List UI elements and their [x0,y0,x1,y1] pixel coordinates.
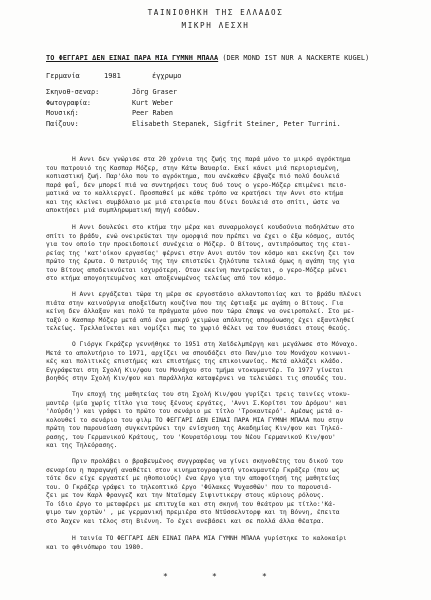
credit-label: Σκηνοθ-σεναρ: [46,88,100,96]
credit-value: Peer Raben [132,109,173,117]
text-line: ρείας της 'κατ'οίκον εργασίας' φέρνει στην Αννι αυτόν τον κόσμο και εκείνη ζει τον [46,249,355,257]
text-line: σεναρίου η παραγωγή αναθέτει στον κινηματογραφιστή ντοκυμαντέρ Γκράζερ (που ως [46,466,340,474]
body-paragraph-4 [46,341,391,384]
institution-subname: ΜΙΚΡΗ ΛΕΣΧΗ [181,21,250,30]
text-line: ματικά να το καλλιεργεί. Προσπαθεί με κάθε τρόπο να κρατήσει την Αννι στο κτήμα [46,190,344,198]
credit-value: Kurt Weber [132,98,173,107]
text-line: Εγγράφεται στη Σχολή Κιν/φου του Μονάχου στο τμήμα ντοκυμαντέρ. Το 1977 γίνεται [46,366,344,374]
institution-name: ΤΑΙΝΙΟΘΗΚΗ ΤΗΣ ΕΛΛΑΔΟΣ [147,8,284,17]
film-country: Γερμανία [46,72,80,80]
body-paragraph-3 [46,291,391,334]
credit-row-cast [46,119,341,130]
credit-row-music [46,108,341,119]
text-line: 'Λούρδη') και γράφει το πρώτο του σενάριο με τίτλο 'Τροκαντερό'. Αμέσως μετά α- [46,408,344,416]
credit-label: Φωτογραφία: [46,98,92,107]
body-paragraph-2 [46,224,391,284]
text-line: τελείως. Τρελλαίνεται και νομίζει πως το χωριό θέλει να τον θυσιάσει στους θεούς. [46,325,351,333]
text-line: Το ίδιο έργο το μεταφέρει με επιτυχία και στη σκηνή του θεάτρου με τίτλο:'Κά- [46,500,336,508]
film-title-german: (DER MOND IST NUR A NACKERTE KUGEL) [222,54,370,62]
text-line: Την εποχή της μαθητείας του στη Σχολή Κιν/φου γυρίζει τρεις ταινίες ντοκυ- [72,391,351,398]
credit-row-photography [46,98,341,109]
text-line: κολουθεί το σενάριο του φιλμ ΤΟ ΦΕΓΓΑΡΙ ΔΕΝ ΕΙΝΑΙ ΠΑΡΑ ΜΙΑ ΓΥΜΝΗ ΜΠΑΛΑ που στην [46,416,344,424]
text-line: Η Αννι δεν γνώρισε στα 20 χρόνια της ζωής της παρά μόνο το μικρό αγρόκτημα [72,156,351,163]
star-mark: * [262,572,267,581]
text-line: ψιμο των χορτών' , με γερμανική πρεμιέρα στο Ντύσσελντορφ και τη Βόννη, έπειτα [46,509,340,517]
text-line: Ο Γιόργκ Γκράζερ γεννήθηκε το 1951 στη Χαϊδελμπέργη και μεγάλωσε στο Μόναχο. [72,341,358,348]
text-line: αποκτήσει μιά συμπληρωματική πηγή εσόδων. [46,207,201,215]
text-line: πρώτο της έρωτα. Ο πατρυιός της την επιστεύει ζηλότυπα τελικά όμως η αγάπη της για [46,258,355,266]
star-mark: * [212,572,217,581]
text-line: πιάτα στην καινούργια αποξεϊδωτη κουζίνα που της έφτιαξε με αγάπη ο Βίτους. Για [46,299,344,307]
text-line: και το φθινόπωρο του 1980. [46,543,144,551]
star-mark: * [163,572,168,581]
text-line: τότε δεν είχε εργαστεί με ηθοποιούς) ένα έργο για την αποφοίτησή της μαθητείας [46,475,340,483]
text-line: στο κτήμα απογοητευμένος και αποξενωμένος τελείως από τον κόσμο. [46,275,287,283]
text-line: παρά φαΐ, δεν μπορεί πιά να συντηρήσει τους δυό τους ο γερο-Μόζερ επιμένει πεισ- [46,181,348,189]
text-line: ζει με τον Καρλ Φρανγεζ και την Νταϊσμεγ Σιφιντικεργ στους κύριους ρόλους. [46,492,325,500]
body-paragraph-6 [46,458,391,526]
text-line: τον Βίτους αποδεικνύεται ισχυρότερη. Οταν εκείνη παντρεύεται, ο γερο-Μόζερ μένει [46,266,348,274]
text-line: Η Αννι δουλεύει στο κτήμα την μέρα και συναρμολογεί κουδούνια ποδηλάτων στο [72,224,355,231]
text-line: κοπιαστική ζωή. Παρ'όλο που το αγρόκτημα, που ανέκαθεν έβγαζε πιό πολύ δουλειά [46,173,340,181]
body-paragraph-5 [46,391,391,451]
text-line: βοηθός στην Σχολή Κιν/φου και παράλληλα καταφέρνει να τελειώσει τις σπουδές του. [46,375,348,383]
film-meta [46,72,182,80]
film-title-greek: ΤΟ ΦΕΓΓΑΡΙ ΔΕΝ ΕΙΝΑΙ ΠΑΡΑ ΜΙΑ ΓΥΜΝΗ ΜΠΑΛΑ [46,54,219,62]
text-line: και της Τηλεόρασης. [46,442,118,450]
text-line: μαντέρ (μία χωρίς τίτλο για τους ξένους εργάτες, 'Αννι Σ.Κορίτσι του Δρόμου' και [46,399,348,407]
text-line: ρασης, του Γερμανικού Κράτους, του 'Κουρατόριουμ του Νέου Γερμανικού Κιν/φου' [46,433,336,441]
text-line: Η Αννι εργάζεται τώρα τη μέρα σε εργοστάσιο αλλαντοποιίας και το βράδυ πλένει [72,291,362,298]
text-line: του πατρουιό της Κασπαρ Μόζερ, στην Κάτω Βαυαρία. Εκεί κάνει μιά περιορισμένη, [46,164,340,172]
text-line: κείνη δεν άλλαξαν και πολύ τα πράγματα μόνο που τώρα έπαψε να ονειροπολεί. Στο με- [46,308,355,316]
credits-list [46,87,341,129]
credit-label: Μουσική: [46,109,79,117]
credit-value: Elisabeth Stepanek, Sigfrit Steiner, Peter Turrini. [132,119,341,128]
credit-label: Παίζουν: [46,119,79,128]
text-line: Η ταινία ΤΟ ΦΕΓΓΑΡΙ ΔΕΝ ΕΙΝΑΙ ΠΑΡΑ ΜΙΑ ΓΥΜΝΗ ΜΠΑΛΑ γυρίστηκε το καλοκαίρι [72,535,347,542]
film-title [46,54,369,62]
text-line: Πριν προλάβει ο βραβευμένος συγγραφέας να γίνει σκηνοθέτης του δικού του [72,458,343,465]
text-line: ταξύ ο Κασπαρ Μόζερ μετά από ένα μακρύ χειμώνα απόλυτης απομόνωσης έχει εξαντληθεί [46,316,355,324]
body-paragraph-7 [46,535,391,552]
credit-value: Jörg Graser [132,88,178,96]
film-format: έγχρωμο [152,72,182,80]
body-paragraph-1 [46,156,391,216]
text-line: του. Ο Γκράζερ γράφει το τηλεοπτικό έργο 'Φύλακες Ψυχασθών' που το παρουσιά- [46,483,332,491]
text-line: κές και πολιτικές επιστήμες και επιστήμες της επικοινωνίας. Μετά αλλάζει κλάδο. [46,358,344,366]
text-line: σπίτι το βράδυ, ενώ ονειρεύεται την ομορφιά που πρέπει να έχει ο έξω κόσμος, αυτός [46,232,355,240]
film-year: 1981 [104,72,121,80]
text-line: πρώτη του παρουσίαση συγκεντρώνει την ενίσχυση της Ακαδημίας Κιν/φου και Τηλεό- [46,425,344,433]
text-line: Μετά το απολυτήριο το 1971, αρχίζει να σπουδάζει στο Παν/μιο του Μονάχου κοινωνι- [46,349,351,357]
text-line: και της κλείνει συμβόλαιο με μιά εταιρεία που δίνει δουλειά στο σπίτι, ώστε να [46,198,340,206]
text-line: για τον οποίο την προειδοποιεί συνέχεια ο Μόζερ. Ο Βίτους, αντιπρόσωπος της εται- [46,241,351,249]
credit-row-director [46,87,341,98]
text-line: στο Άαχεν και τέλος στη Βιέννη. Το έχει ανεβάσει και σε πολλά άλλα θέατρα. [46,517,325,525]
